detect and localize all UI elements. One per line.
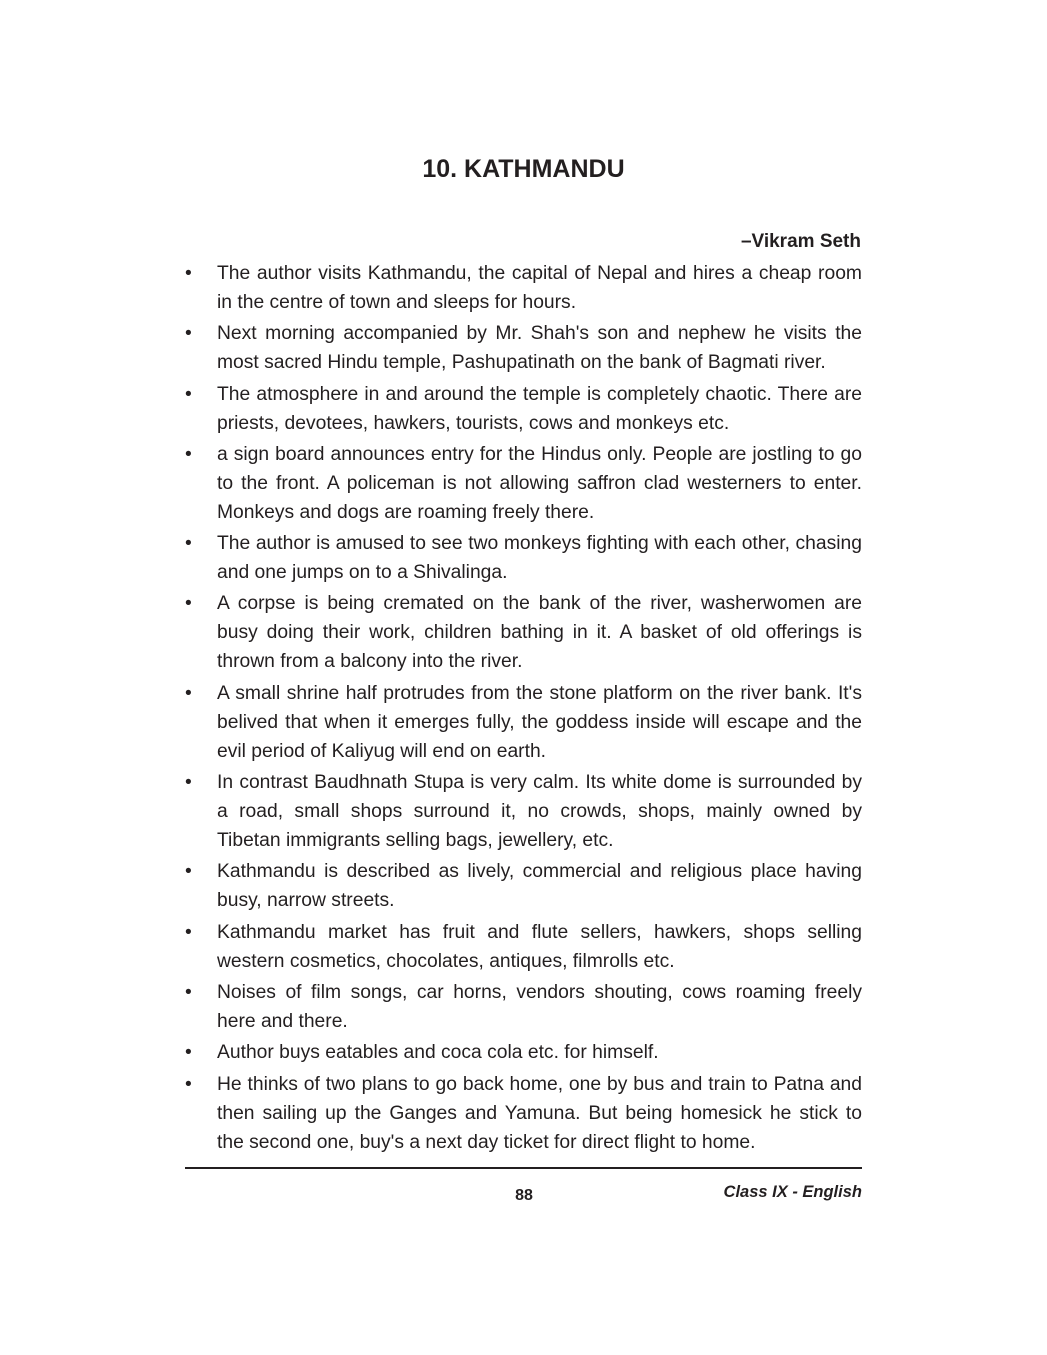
bullet-icon: • bbox=[185, 533, 192, 555]
list-item-text: A corpse is being cremated on the bank of the river, washerwomen are busy doing their work, children bathing in it. A basket of old offerings is thrown from a balcony into the river. bbox=[217, 593, 862, 673]
bullet-icon: • bbox=[185, 861, 192, 883]
bullet-icon: • bbox=[185, 443, 192, 465]
list-item-text: a sign board announces entry for the Hindus only. People are jostling to go to the front. A policeman is not allowing saffron clad westerners to enter. Monkeys and dogs are roaming freely there. bbox=[217, 443, 862, 523]
bullet-icon: • bbox=[185, 921, 192, 943]
list-item-text: He thinks of two plans to go back home, one by bus and train to Patna and then sailing up the Ganges and Yamuna. But being homesick he stick to the second one, buy's a next day ticket for direct flight to home. bbox=[217, 1073, 862, 1153]
list-item-text: Next morning accompanied by Mr. Shah's son and nephew he visits the most sacred Hindu temple, Pashupatinath on the bank of Bagmati river. bbox=[217, 323, 862, 374]
list-item-text: Author buys eatables and coca cola etc. for himself. bbox=[217, 1042, 659, 1064]
bullet-icon: • bbox=[185, 981, 192, 1003]
bullet-icon: • bbox=[185, 772, 192, 794]
list-item-text: Noises of film songs, car horns, vendors shouting, cows roaming freely here and there. bbox=[217, 981, 862, 1032]
list-item bbox=[185, 1038, 862, 1067]
list-item bbox=[185, 529, 862, 587]
list-item bbox=[185, 978, 862, 1036]
bullet-icon: • bbox=[185, 323, 192, 345]
list-item bbox=[185, 380, 862, 438]
list-item bbox=[185, 440, 862, 527]
page-title: 10. KATHMANDU bbox=[422, 155, 625, 183]
list-item-text: The atmosphere in and around the temple is completely chaotic. There are priests, devotees, hawkers, tourists, cows and monkeys etc. bbox=[217, 383, 862, 434]
list-item-text: A small shrine half protrudes from the stone platform on the river bank. It's belived that when it emerges fully, the goddess inside will escape and the evil period of Kaliyug will end on earth. bbox=[217, 682, 862, 762]
list-item bbox=[185, 589, 862, 676]
bullet-icon: • bbox=[185, 263, 192, 284]
list-item bbox=[185, 1070, 862, 1157]
bullet-icon: • bbox=[185, 682, 192, 704]
bullet-icon: • bbox=[185, 1073, 192, 1095]
bullet-icon: • bbox=[185, 383, 192, 405]
summary-list bbox=[185, 259, 862, 1159]
list-item-text: The author is amused to see two monkeys fighting with each other, chasing and one jumps on to a Shivalinga. bbox=[217, 533, 862, 584]
list-item-text: Kathmandu is described as lively, commercial and religious place having busy, narrow streets. bbox=[217, 861, 862, 912]
list-item bbox=[185, 768, 862, 855]
list-item-text: The author visits Kathmandu, the capital of Nepal and hires a cheap room in the centre of town and sleeps for hours. bbox=[217, 263, 862, 313]
footer-label: Class IX - English bbox=[723, 1183, 862, 1201]
author-credit: –Vikram Seth bbox=[740, 231, 861, 252]
bullet-icon: • bbox=[185, 1042, 192, 1064]
footer-divider bbox=[185, 1167, 862, 1169]
list-item-text: In contrast Baudhnath Stupa is very calm. Its white dome is surrounded by a road, small shops surround it, no crowds, shops, mainly owned by Tibetan immigrants selling bags, jewellery, etc. bbox=[217, 772, 862, 852]
list-item bbox=[185, 918, 862, 976]
page-number: 88 bbox=[515, 1187, 533, 1204]
list-item-text: Kathmandu market has fruit and flute sellers, hawkers, shops selling western cosmetics, chocolates, antiques, filmrolls etc. bbox=[217, 921, 862, 972]
list-item bbox=[185, 679, 862, 766]
list-item bbox=[185, 319, 862, 377]
list-item bbox=[185, 259, 862, 317]
list-item bbox=[185, 857, 862, 915]
bullet-icon: • bbox=[185, 593, 192, 615]
